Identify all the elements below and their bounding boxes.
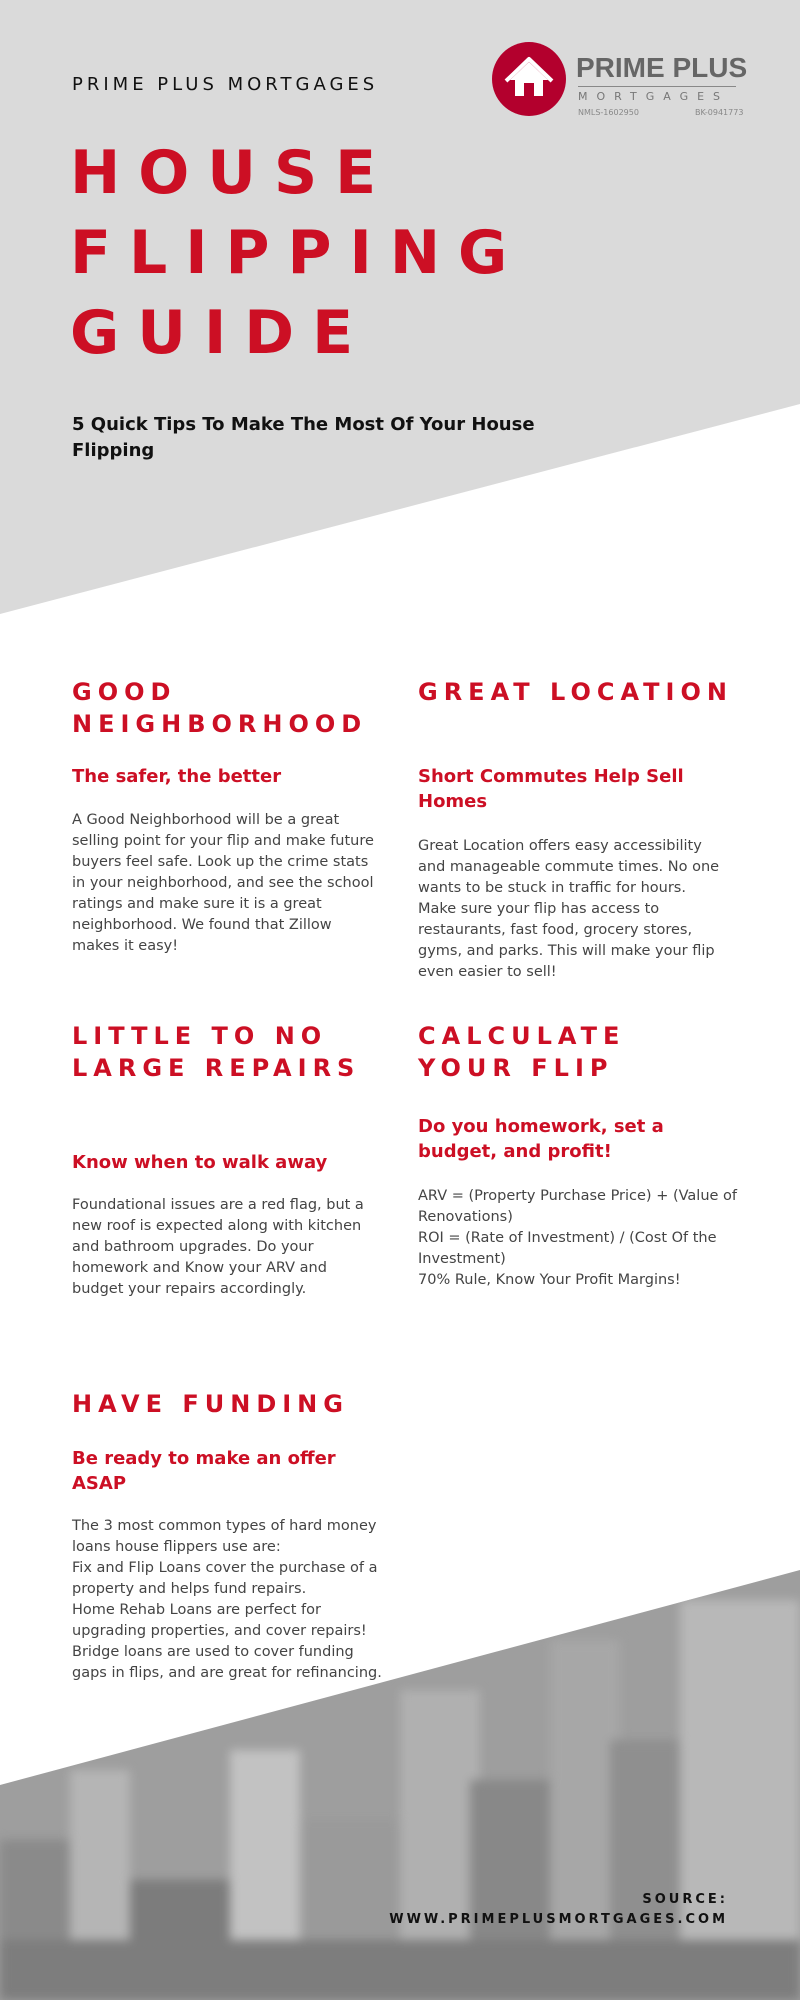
section-subtitle-good-neighborhood: The safer, the better [72,766,282,787]
logo-badge [492,42,566,116]
logo-name: PRIME PLUS [576,52,748,83]
title-line-3: GUIDE [70,298,372,368]
funding-bridge-loans: Bridge loans are used to cover funding gaps in flips, and are great for refinancing. [72,1644,382,1681]
logo-divider [578,86,736,87]
logo-bk: BK-0941773 [695,108,744,117]
section-subtitle-large-repairs: Know when to walk away [72,1152,328,1173]
section-title-great-location: GREAT LOCATION [418,678,733,706]
source-label: SOURCE: [642,1892,728,1907]
section-body-large-repairs: Foundational issues are a red flag, but a new roof is expected along with kitchen and bathroom upgrades. Do your homework and Know your ARV and budget your repairs accordingly. [72,1197,364,1297]
page-subtitle: 5 Quick Tips To Make The Most Of Your House Flipping [72,414,535,461]
section-title-large-repairs: LITTLE TO NO LARGE REPAIRS [72,1022,361,1082]
funding-intro: The 3 most common types of hard money loans house flippers use are: [72,1518,377,1555]
section-title-calculate-flip: CALCULATE YOUR FLIP [418,1022,626,1082]
formula-roi: ROI = (Rate of Investment) / (Cost Of the Investment) [418,1230,717,1267]
source-credit [389,1890,728,1930]
section-title-have-funding: HAVE FUNDING [72,1390,349,1418]
formula-70-rule: 70% Rule, Know Your Profit Margins! [418,1272,681,1288]
title-line-1: HOUSE [70,138,395,208]
section-body-calculate-flip [418,1186,738,1291]
funding-fix-and-flip: Fix and Flip Loans cover the purchase of a property and helps fund repairs. [72,1560,378,1597]
company-logo [490,42,750,122]
section-subtitle-have-funding: Be ready to make an offer ASAP [72,1448,336,1494]
logo-subtitle: MORTGAGES [578,90,730,103]
section-body-have-funding [72,1516,388,1684]
logo-nmls: NMLS-1602950 [578,108,639,117]
funding-home-rehab: Home Rehab Loans are perfect for upgrading properties, and cover repairs! [72,1602,367,1639]
section-body-great-location: Great Location offers easy accessibility and manageable commute times. No one wants to be stuck in traffic for hours. Make sure your flip has access to restaurants, fast food, grocery stores, gyms, and parks. This will make your flip even easier to sell! [418,838,720,980]
section-body-good-neighborhood: A Good Neighborhood will be a great selling point for your flip and make future buyers feel safe. Look up the crime stats in your neighborhood, and see the school ratings and make sure it is a great neighborhood. We found that Zillow makes it easy! [72,812,374,954]
title-line-2: FLIPPING [70,218,526,288]
section-subtitle-great-location: Short Commutes Help Sell Homes [418,766,684,812]
section-subtitle-calculate-flip: Do you homework, set a budget, and profit! [418,1116,664,1162]
formula-arv: ARV = (Property Purchase Price) + (Value of Renovations) [418,1188,738,1225]
source-link[interactable]: WWW.PRIMEPLUSMORTGAGES.COM [389,1912,728,1927]
house-icon [492,42,566,116]
brand-name: PRIME PLUS MORTGAGES [72,74,379,95]
section-title-good-neighborhood: GOOD NEIGHBORHOOD [72,678,368,738]
